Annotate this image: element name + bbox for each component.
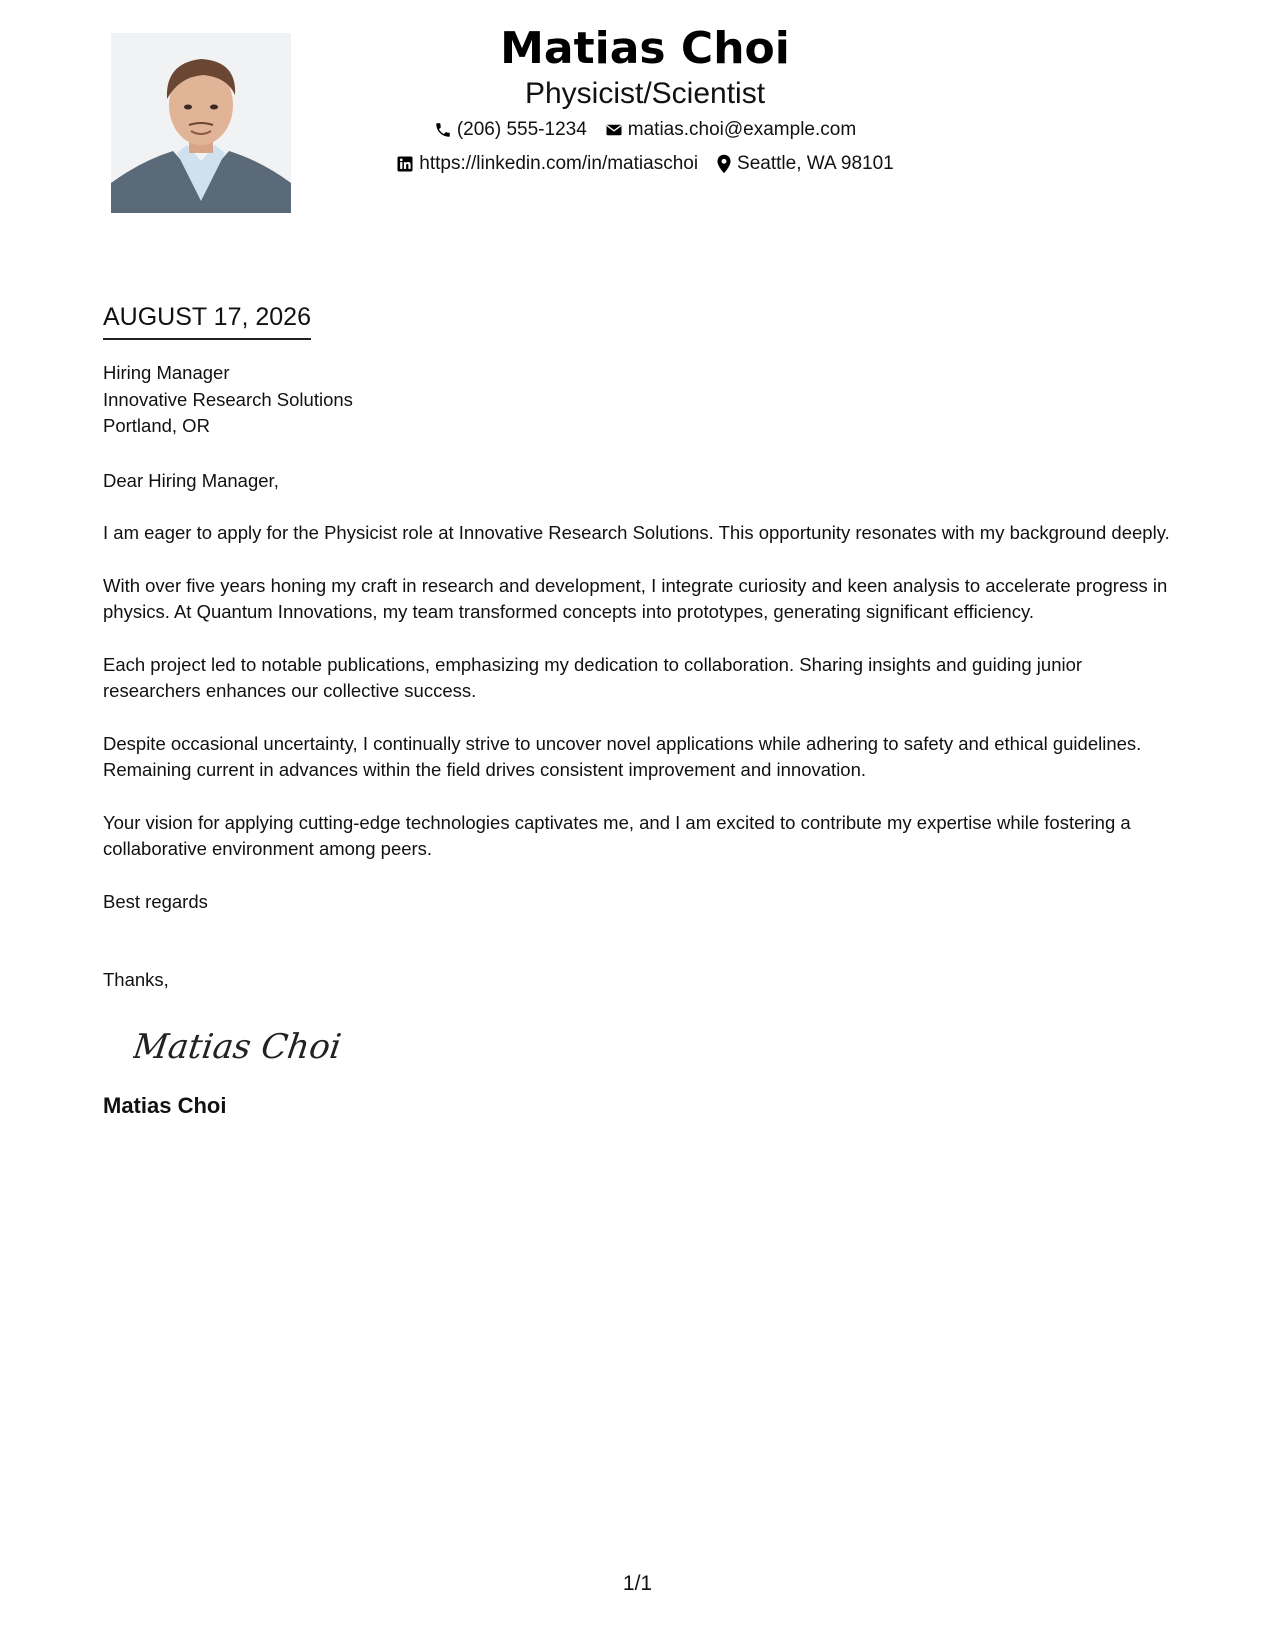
handwritten-signature [133, 1022, 1183, 1068]
linkedin-text: https://linkedin.com/in/matiaschoi [419, 153, 699, 174]
applicant-title: Physicist/Scientist [524, 77, 766, 110]
salutation: Dear Hiring Manager, [103, 469, 279, 491]
date-block [103, 300, 311, 340]
signer-name: Matias Choi [103, 1092, 227, 1118]
page-number: 1/1 [622, 1572, 653, 1595]
body-paragraph: Each project led to notable publications, emphasizing my dedication to collaboration. Sharing insights and guiding junior researchers enhances our collective success. [103, 653, 1083, 701]
body-paragraph: Despite occasional uncertainty, I continually strive to uncover novel applications while adhering to safety and ethical guidelines. Remaining current in advances within the field drives consistent improvement and innovation. [103, 732, 1142, 780]
recipient-line: Hiring Manager [103, 362, 230, 383]
linkedin-icon [396, 155, 414, 173]
profile-photo [111, 33, 291, 213]
signature-text: Matias Choi [133, 1026, 344, 1067]
contact-phone [434, 114, 587, 146]
phone-text: (206) 555-1234 [456, 119, 587, 140]
location-text: Seattle, WA 98101 [737, 153, 894, 174]
contact-row-2 [330, 148, 960, 180]
recipient-line: Innovative Research Solutions [103, 388, 353, 410]
map-pin-icon [716, 154, 732, 174]
body-paragraph: With over five years honing my craft in research and development, I integrate curiosity and keen analysis to accelerate progress in physics. At Quantum Innovations, my team transformed concepts into prototypes, generating significant efficiency. [103, 574, 1168, 622]
recipient-block [103, 360, 1183, 440]
letter-body [103, 360, 1183, 1120]
profile-photo-image [111, 33, 291, 213]
body-paragraph: I am eager to apply for the Physicist role at Innovative Research Solutions. This opportunity resonates with my background deeply. [103, 522, 1170, 543]
contact-location [716, 148, 894, 180]
thanks-line: Thanks, [103, 969, 169, 990]
letter-date: AUGUST 17, 2026 [103, 300, 311, 340]
recipient-line: Portland, OR [103, 415, 210, 436]
contact-row-1 [330, 114, 960, 146]
body-paragraph: Your vision for applying cutting-edge technologies captivates me, and I am excited to contribute my expertise while fostering a collaborative environment among peers. [103, 811, 1131, 859]
phone-icon [434, 121, 452, 139]
signature-image [133, 1022, 353, 1068]
envelope-icon [605, 121, 623, 139]
letter-header [330, 22, 960, 180]
contact-email [605, 114, 856, 146]
email-text: matias.choi@example.com [627, 119, 857, 140]
contact-linkedin [396, 148, 698, 180]
applicant-name: Matias Choi [500, 23, 790, 74]
closing: Best regards [103, 890, 208, 912]
